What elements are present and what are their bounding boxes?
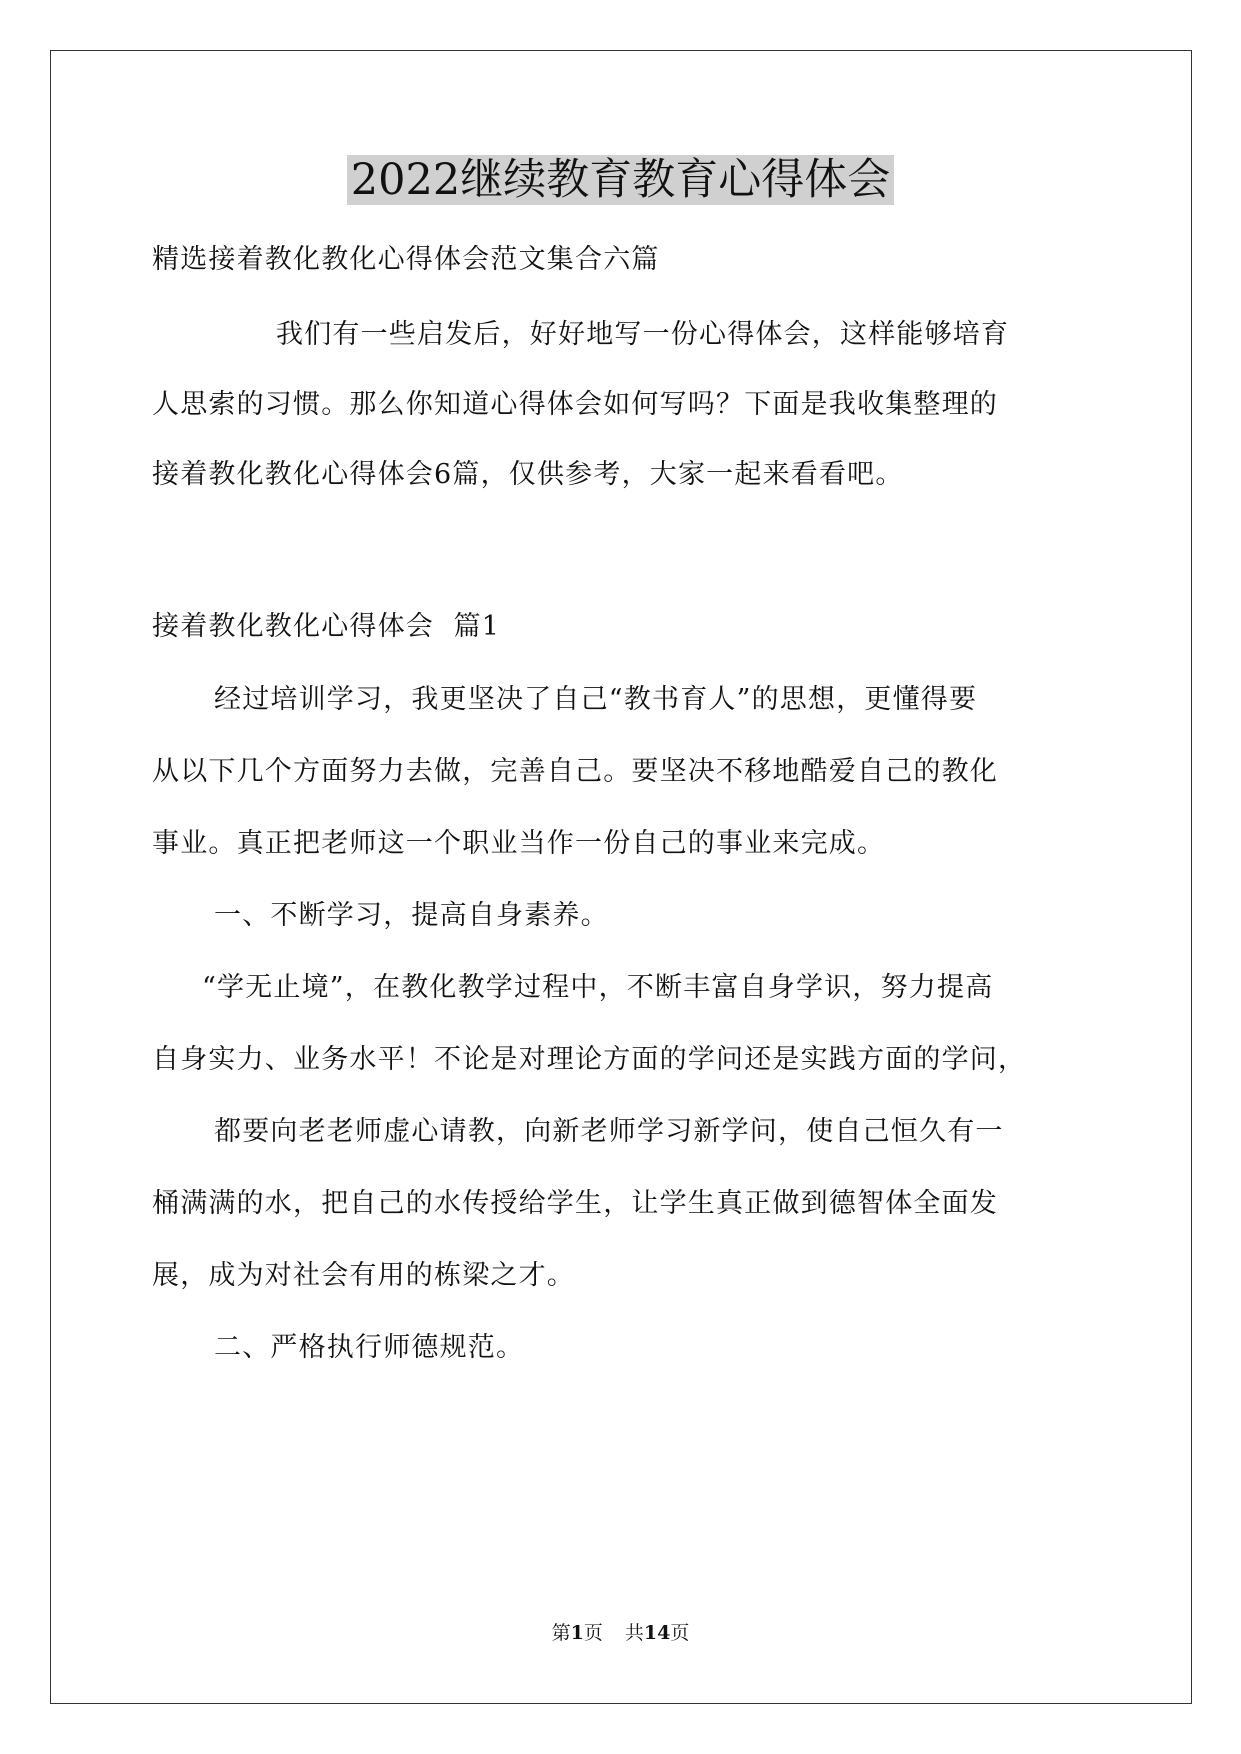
- intro-line-3: 接着教化教化心得体会6篇，仅供参考，大家一起来看看吧。: [152, 459, 904, 490]
- intro-line-1: 我们有一些启发后，好好地写一份心得体会，这样能够培育: [276, 319, 1010, 350]
- section-heading: 接着教化教化心得体会 篇1: [152, 611, 501, 642]
- subtitle: 精选接着教化教化心得体会范文集合六篇: [152, 244, 660, 275]
- page-prefix: 第: [551, 1622, 571, 1644]
- total-pages: 14: [643, 1622, 671, 1644]
- intro-line-2: 人思索的习惯。那么你知道心得体会如何写吗？下面是我收集整理的: [152, 389, 998, 420]
- body-line-2: 从以下几个方面努力去做，完善自己。要坚决不移地酷爱自己的教化: [152, 756, 998, 787]
- body-line-6: 自身实力、业务水平！不论是对理论方面的学问还是实践方面的学问，: [152, 1044, 1027, 1075]
- body-line-7: 都要向老老师虚心请教，向新老师学习新学问，使自己恒久有一: [214, 1116, 1004, 1147]
- document-title-text: 2022继续教育教育心得体会: [347, 155, 894, 205]
- total-suffix: 页: [670, 1622, 690, 1644]
- body-line-4: 一、不断学习，提高自身素养。: [214, 900, 609, 931]
- body-line-1: 经过培训学习，我更坚决了自己“教书育人”的思想，更懂得要: [214, 684, 978, 715]
- page-number: 1: [570, 1622, 584, 1644]
- page-border: [50, 50, 1192, 1704]
- body-line-3: 事业。真正把老师这一个职业当作一份自己的事业来完成。: [152, 828, 886, 859]
- body-line-10: 二、严格执行师德规范。: [214, 1332, 525, 1363]
- body-line-9: 展，成为对社会有用的栋梁之才。: [152, 1260, 575, 1291]
- body-line-5: “学无止境”，在教化教学过程中，不断丰富自身学识，努力提高: [202, 972, 994, 1003]
- page-suffix: 页: [583, 1622, 603, 1644]
- page-footer: [0, 1620, 1241, 1646]
- document-title: [0, 150, 1241, 210]
- total-prefix: 共: [624, 1622, 644, 1644]
- body-line-8: 桶满满的水，把自己的水传授给学生，让学生真正做到德智体全面发: [152, 1188, 998, 1219]
